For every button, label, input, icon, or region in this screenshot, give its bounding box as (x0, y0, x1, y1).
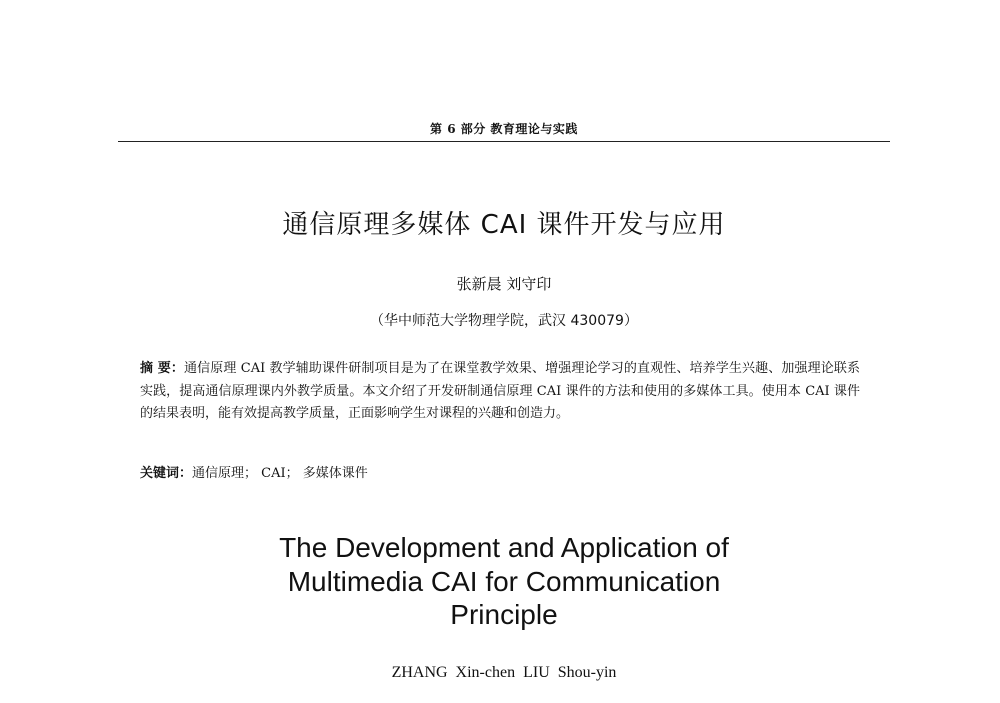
english-title (118, 531, 890, 632)
english-title-line: Multimedia CAI for Communication (287, 565, 721, 597)
keywords-text: 通信原理； CAI； 多媒体课件 (192, 466, 368, 481)
chinese-title: 通信原理多媒体 CAI 课件开发与应用 (282, 210, 726, 240)
chinese-keywords (140, 462, 860, 481)
abstract-text: 通信原理 CAI 教学辅助课件研制项目是为了在课堂教学效果、增强理论学习的直观性、培养学生兴趣、加强理论联系实践，提高通信原理课内外教学质量。本文介绍了开发研制通信原理 CAI 课件的方法和使用的多媒体工具。使用本 CAI 课件的结果表明，能有效提高教学质量，正面影响学生对课程的兴趣和创造力。 (140, 361, 860, 421)
english-title-line: The Development and Application of (279, 532, 729, 563)
running-head: 第 6 部分 教育理论与实践 (430, 122, 578, 136)
abstract-label: 摘 要： (140, 361, 185, 376)
header-rule (118, 141, 890, 142)
english-authors: ZHANG Xin-chen LIU Shou-yin (391, 664, 617, 681)
english-title-line: Principle (450, 599, 558, 630)
chinese-abstract (140, 358, 860, 426)
chinese-affiliation: （华中师范大学物理学院，武汉 430079） (370, 313, 638, 329)
keywords-label: 关键词： (140, 466, 193, 481)
chinese-authors: 张新晨 刘守印 (456, 275, 552, 293)
